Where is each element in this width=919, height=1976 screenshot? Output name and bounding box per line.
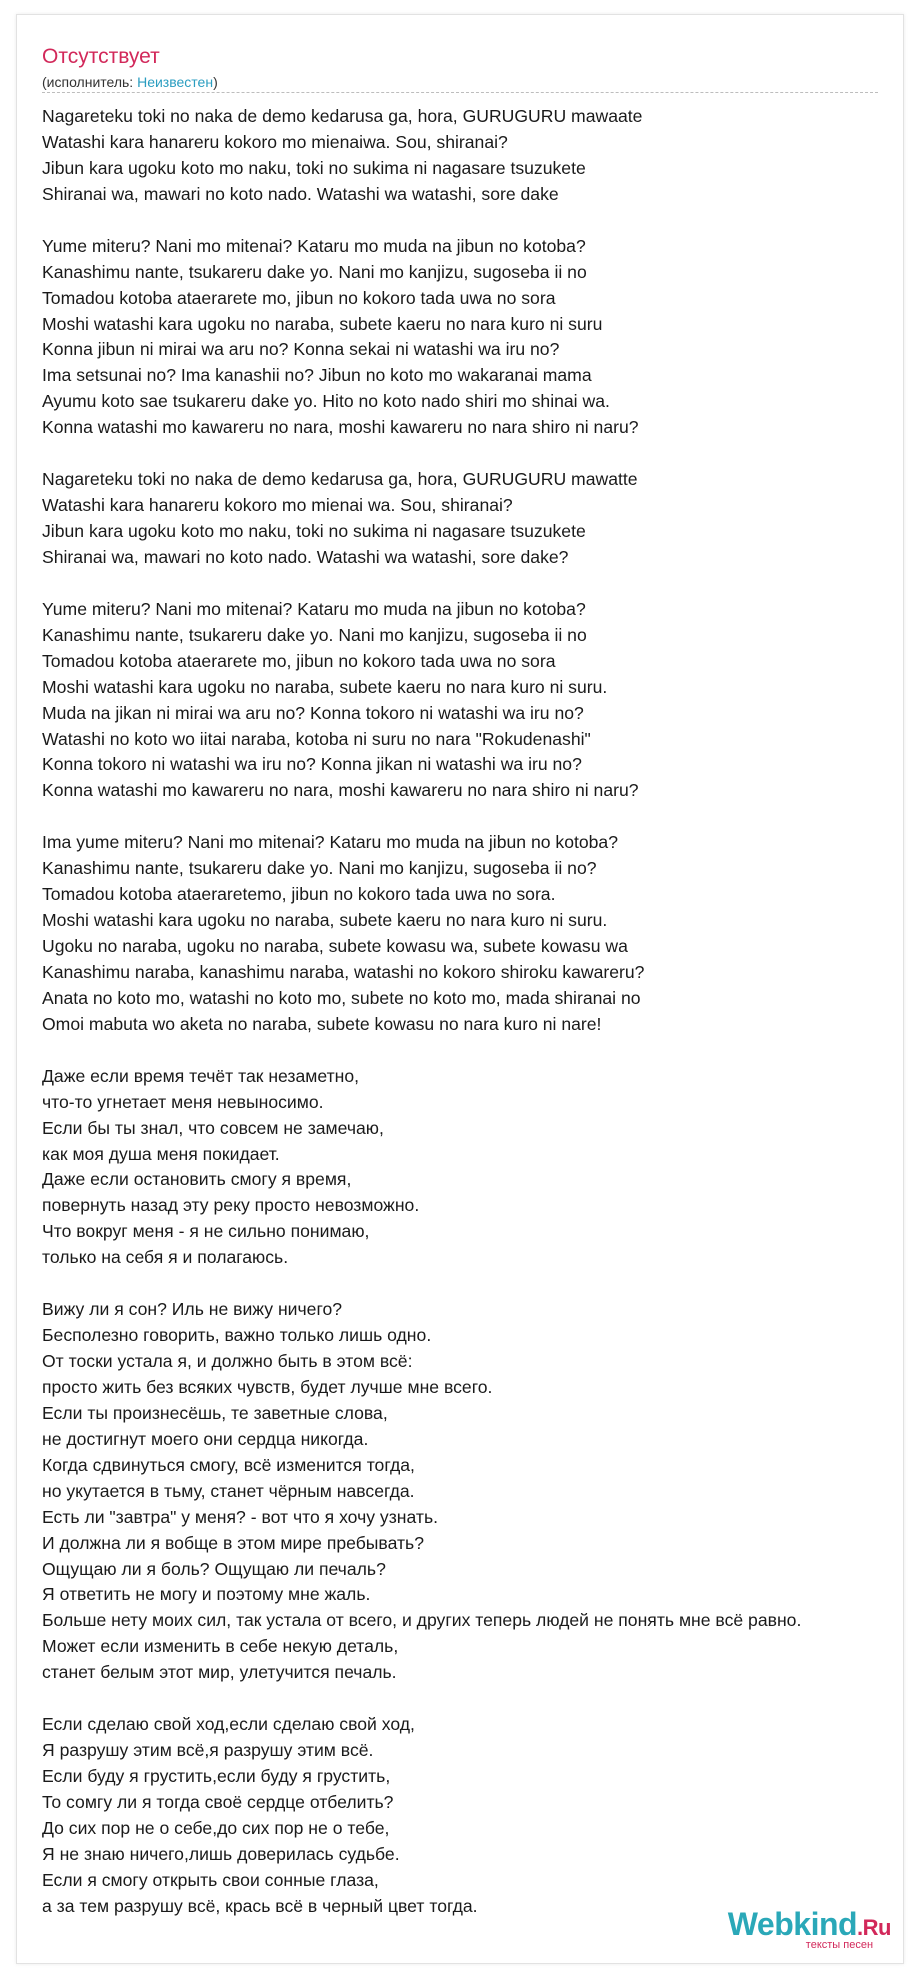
lyrics-line: но укутается в тьму, станет чёрным навсегда. xyxy=(42,1480,415,1501)
lyrics-line: Ayumu koto sae tsukareru dake yo. Hito no koto nado shiri mo shinai wa. xyxy=(42,391,610,412)
artist-prefix: (исполнитель: xyxy=(42,74,138,90)
lyrics-line: Muda na jikan ni mirai wa aru no? Konna tokoro ni watashi wa iru no? xyxy=(42,702,584,723)
lyrics-line: Ощущаю ли я боль? Ощущаю ли печаль? xyxy=(42,1558,386,1579)
lyrics-line: Kanashimu nante, tsukareru dake yo. Nani mo kanjizu, sugoseba ii no? xyxy=(42,858,597,879)
lyrics-stanza xyxy=(42,1064,918,1272)
lyrics-line: Когда сдвинуться смогу, всё изменится тогда, xyxy=(42,1454,415,1475)
lyrics-line: Watashi no koto wo iitai naraba, kotoba ni suru no nara "Rokudenashi" xyxy=(42,728,591,749)
lyrics-line: Kanashimu nante, tsukareru dake yo. Nani mo kanjizu, sugoseba ii no xyxy=(42,261,587,282)
lyrics-stanza xyxy=(42,1712,918,1920)
lyrics-line: Anata no koto mo, watashi no koto mo, subete no koto mo, mada shiranai no xyxy=(42,987,641,1008)
lyrics-line: Tomadou kotoba ataerarete mo, jibun no kokoro tada uwa no sora xyxy=(42,287,556,308)
logo-tagline: тексты песен xyxy=(805,1939,874,1951)
lyrics-line: Ima yume miteru? Nani mo mitenai? Kataru mo muda na jibun no kotoba? xyxy=(42,832,619,853)
lyrics-line: Kanashimu naraba, kanashimu naraba, watashi no kokoro shiroku kawareru? xyxy=(42,961,645,982)
lyrics-line: Jibun kara ugoku koto mo naku, toki no sukima ni nagasare tsuzukete xyxy=(42,521,586,541)
lyrics-line: Moshi watashi kara ugoku no naraba, subete kaeru no nara kuro ni suru xyxy=(42,313,603,334)
lyrics-line: Konna tokoro ni watashi wa iru no? Konna jikan ni watashi wa iru no? xyxy=(42,754,582,775)
webkind-logo xyxy=(727,1906,891,1951)
lyrics-line: Если я смогу открыть свои сонные глаза, xyxy=(42,1869,379,1890)
lyrics-line: только на себя я и полагаюсь. xyxy=(42,1247,289,1268)
lyrics-line: Konna watashi mo kawareru no nara, moshi kawareru no nara shiro ni naru? xyxy=(42,417,639,438)
lyrics-line: От тоски устала я, и должно быть в этом всё: xyxy=(42,1351,413,1371)
lyrics-stanza xyxy=(42,830,918,1038)
lyrics-line: Ima setsunai no? Ima kanashii no? Jibun no koto mo wakaranai mama xyxy=(42,365,592,386)
lyrics-line: Konna jibun ni mirai wa aru no? Konna sekai ni watashi wa iru no? xyxy=(42,339,560,360)
lyrics-line: Kanashimu nante, tsukareru dake yo. Nani mo kanjizu, sugoseba ii no xyxy=(42,624,587,645)
lyrics-line: Nagareteku toki no naka de demo kedarusa ga, hora, GURUGURU mawatte xyxy=(42,469,638,490)
lyrics-line: Если буду я грустить,если буду я грустить, xyxy=(42,1766,391,1786)
artist-suffix: ) xyxy=(213,74,218,90)
lyrics-line: Tomadou kotoba ataerarete mo, jibun no kokoro tada uwa no sora xyxy=(42,650,556,671)
lyrics-line: Бесполезно говорить, важно только лишь одно. xyxy=(42,1325,432,1346)
lyrics-stanza xyxy=(42,467,918,571)
lyrics-line: Yume miteru? Nani mo mitenai? Kataru mo muda na jibun no kotoba? xyxy=(42,235,586,256)
lyrics-line: Я разрушу этим всё,я разрушу этим всё. xyxy=(42,1740,374,1761)
lyrics-stanza xyxy=(42,1297,918,1686)
lyrics-line: Что вокруг меня - я не сильно понимаю, xyxy=(42,1221,370,1242)
lyrics-line: Я ответить не могу и поэтому мне жаль. xyxy=(42,1584,371,1605)
lyrics-line: Moshi watashi kara ugoku no naraba, subete kaeru no nara kuro ni suru. xyxy=(42,676,608,697)
song-artist-line xyxy=(42,73,218,91)
lyrics-line: Если ты произнесёшь, те заветные слова, xyxy=(42,1402,388,1423)
lyrics-line: Если бы ты знал, что совсем не замечаю, xyxy=(42,1117,384,1138)
lyrics-line: Nagareteku toki no naka de demo kedarusa ga, hora, GURUGURU mawaate xyxy=(42,106,643,126)
lyrics-line: То сомгу ли я тогда своё сердце отбелить? xyxy=(42,1791,394,1812)
lyrics-line: Tomadou kotoba ataeraretemo, jibun no kokoro tada uwa no sora. xyxy=(42,884,556,905)
lyrics-line: Yume miteru? Nani mo mitenai? Kataru mo muda na jibun no kotoba? xyxy=(42,598,586,619)
lyrics-line: Watashi kara hanareru kokoro mo mienai wa. Sou, shiranai? xyxy=(42,495,513,516)
lyrics-line: Jibun kara ugoku koto mo naku, toki no sukima ni nagasare tsuzukete xyxy=(42,157,586,178)
lyrics-line: Даже если остановить смогу я время, xyxy=(42,1169,352,1190)
lyrics-line: Moshi watashi kara ugoku no naraba, subete kaeru no nara kuro ni suru. xyxy=(42,910,608,931)
lyrics-line: а за тем разрушу всё, крась всё в черный цвет тогда. xyxy=(42,1895,478,1916)
lyrics-line: как моя душа меня покидает. xyxy=(42,1143,280,1164)
lyrics-line: Watashi kara hanareru kokoro mo mienaiwa. Sou, shiranai? xyxy=(42,131,508,152)
lyrics-stanza xyxy=(42,597,918,805)
lyrics-text xyxy=(42,104,918,1946)
lyrics-stanza xyxy=(42,234,918,442)
lyrics-line: И должна ли я вобще в этом мире пребывать? xyxy=(42,1532,424,1553)
logo-wordmark: Webkind xyxy=(727,1906,858,1942)
logo-tld: .Ru xyxy=(857,1915,891,1940)
lyrics-line: Я не знаю ничего,лишь доверилась судьбе. xyxy=(42,1843,400,1864)
lyrics-line: не достигнут моего они сердца никогда. xyxy=(42,1428,369,1449)
lyrics-line: Есть ли "завтра" у меня? - вот что я хочу узнать. xyxy=(42,1506,439,1527)
artist-link[interactable]: Неизвестен xyxy=(137,74,214,90)
lyrics-line: Даже если время течёт так незаметно, xyxy=(42,1065,360,1086)
song-title: Отсутствует xyxy=(42,45,160,68)
lyrics-line: Konna watashi mo kawareru no nara, moshi kawareru no nara shiro ni naru? xyxy=(42,780,639,801)
lyrics-line: Если сделаю свой ход,если сделаю свой ход, xyxy=(42,1714,415,1735)
lyrics-line: До сих пор не о себе,до сих пор не о тебе, xyxy=(42,1817,390,1838)
lyrics-stanza xyxy=(42,104,918,208)
lyrics-line: Shiranai wa, mawari no koto nado. Watashi wa watashi, sore dake? xyxy=(42,546,569,567)
lyrics-line: Больше нету моих сил, так устала от всего, и других теперь людей не понять мне всё равно. xyxy=(42,1610,802,1631)
lyrics-line: Ugoku no naraba, ugoku no naraba, subete kowasu wa, subete kowasu wa xyxy=(42,936,628,956)
lyrics-line: Может если изменить в себе некую деталь, xyxy=(42,1636,399,1657)
lyrics-line: что-то угнетает меня невыносимо. xyxy=(42,1091,324,1112)
lyrics-line: Вижу ли я сон? Иль не вижу ничего? xyxy=(42,1299,343,1320)
lyrics-line: повернуть назад эту реку просто невозможно. xyxy=(42,1195,420,1216)
lyrics-line: просто жить без всяких чувств, будет лучше мне всего. xyxy=(42,1376,493,1397)
lyrics-line: станет белым этот мир, улетучится печаль. xyxy=(42,1662,397,1683)
lyrics-line: Shiranai wa, mawari no koto nado. Watashi wa watashi, sore dake xyxy=(42,183,559,204)
title-divider xyxy=(42,92,878,93)
lyrics-line: Omoi mabuta wo aketa no naraba, subete kowasu no nara kuro ni nare! xyxy=(42,1013,602,1034)
